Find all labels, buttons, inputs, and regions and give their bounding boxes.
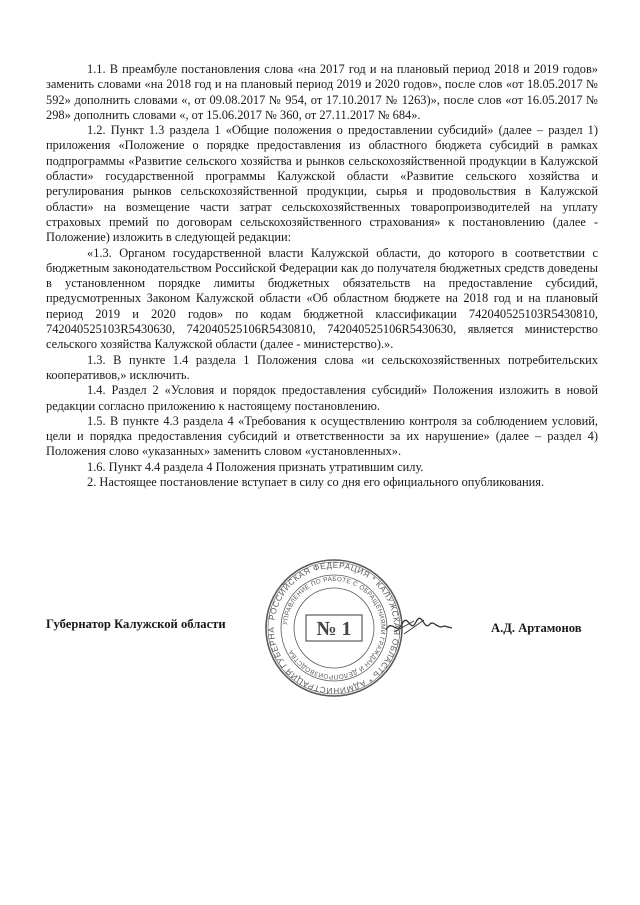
svg-text:УПРАВЛЕНИЕ ПО РАБОТЕ С ОБРАЩЕН: УПРАВЛЕНИЕ ПО РАБОТЕ С ОБРАЩЕНИЯМИ ГРАЖДАН И ДЕЛОПРОИЗВОДСТВА xyxy=(282,575,387,681)
official-stamp xyxy=(264,558,404,698)
svg-text:РОССИЙСКАЯ ФЕДЕРАЦИЯ * КАЛУЖСК: РОССИЙСКАЯ ФЕДЕРАЦИЯ * КАЛУЖСКАЯ ОБЛАСТЬ * АДМИНИСТРАЦИЯ ГУБЕРНА xyxy=(266,560,402,696)
signatory-name: А.Д. Артамонов xyxy=(491,621,582,635)
paragraph-quoted-1-3: «1.3. Органом государственной власти Калужской области, до которого в соответствии с бюджетным законодательством Российской Федерации как до получателя бюджетных средств доведены в установленном порядке лимиты бюджетных обязательств на предоставление субсидий, предусмотренных Законом Калужской области «Об областном бюджете на 2018 год и на плановый период 2019 и 2020 годов» по кодам бюджетной классификации 742040525103R5430810, 742040525103R5430630, 742040525106R5430810, 742040525106R5430630, является министерство сельского хозяйства Калужской области (далее - министерство).». xyxy=(46,245,598,352)
paragraph-1-1: 1.1. В преамбуле постановления слова «на 2017 год и на плановый период 2018 и 2019 годов» заменить словами «на 2018 год и на плановый период 2019 и 2020 годов», после слов «от 18.05.2017 № 592» дополнить словами «, от 09.08.2017 № 954, от 17.10.2017 № 1263)», после слов «от 16.05.2017 № 298» дополнить словами «, от 15.06.2017 № 360, от 27.11.2017 № 684». xyxy=(46,62,598,122)
handwritten-signature xyxy=(384,612,454,640)
paragraph-2: 2. Настоящее постановление вступает в силу со дня его официального опубликования. xyxy=(87,475,545,490)
document-body xyxy=(46,62,598,490)
paragraph-1-4: 1.4. Раздел 2 «Условия и порядок предоставления субсидий» Положения изложить в новой редакции согласно приложению к настоящему постановлению. xyxy=(46,383,598,413)
signatory-position: Губернатор Калужской области xyxy=(46,617,226,631)
paragraph-1-6: 1.6. Пункт 4.4 раздела 4 Положения признать утратившим силу. xyxy=(87,459,424,474)
paragraph-1-5: 1.5. В пункте 4.3 раздела 4 «Требования к осуществлению контроля за соблюдением условий, цели и порядка предоставления субсидий и ответственности за их нарушение» (далее – раздел 4) Положения слово «указанных» заменить словом «установленных». xyxy=(46,413,598,459)
paragraph-1-3: 1.3. В пункте 1.4 раздела 1 Положения слова «и сельскохозяйственных потребительских кооперативов,» исключить. xyxy=(46,352,598,382)
paragraph-1-2: 1.2. Пункт 1.3 раздела 1 «Общие положения о предоставлении субсидий» (далее – раздел 1) приложения «Положение о порядке предоставления из областного бюджета субсидий в рамках подпрограммы «Развитие сельского хозяйства и рынков сельскохозяйственной продукции в Калужской области» государственной программы Калужской области «Развитие сельского хозяйства и регулирования рынков сельскохозяйственной продукции, сырья и продовольствия в Калужской области» на возмещение части затрат сельскохозяйственных товаропроизводителей на уплату страховых премий по договорам сельскохозяйственного страхования» к постановлению (далее - Положение) изложить в следующей редакции: xyxy=(46,123,598,245)
svg-text:№ 1: № 1 xyxy=(316,618,352,640)
